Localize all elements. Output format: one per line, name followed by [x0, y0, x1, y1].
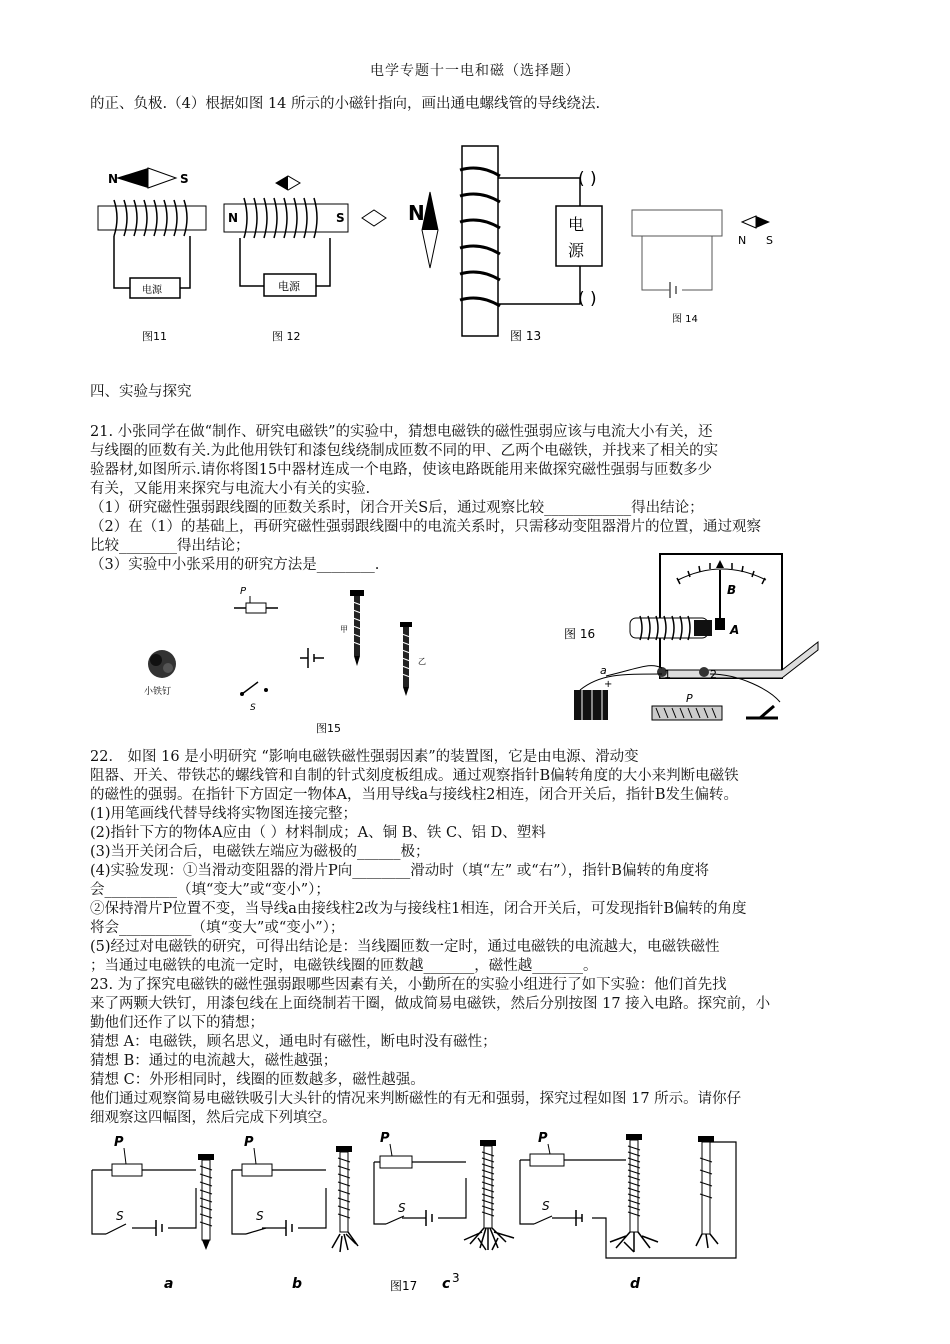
q23-line-8: 细观察这四幅图，然后完成下列填空。 — [90, 1110, 337, 1126]
fig16-switch — [746, 706, 778, 718]
fig17-label-a: a — [164, 1276, 174, 1292]
fig17-circuit-c — [374, 1131, 514, 1250]
fig11-caption: 图11 — [142, 330, 167, 343]
fig13-core — [462, 146, 498, 336]
q22-line-10: 将会__________（填“变大”或“变小”）； — [90, 920, 345, 936]
fig17-circuit-b — [232, 1135, 358, 1252]
q22-line-2: 阻器、开关、带铁芯的螺线管和自制的针式刻度板组成。通过观察指针B偏转角度的大小来判断电磁铁 — [90, 768, 739, 784]
page-number: 3 — [452, 1271, 460, 1285]
q21-line-3: 验器材,如图所示.请你将图15中器材连成一个电路，使该电路既能用来做探究磁性强弱与匝数多少 — [90, 462, 713, 478]
fig12-s-label: S — [336, 211, 345, 225]
fig13-source-a: 电 — [568, 215, 585, 234]
q21-line-5: （1）研究磁性强弱跟线圈的匝数关系时，闭合开关S后，通过观察比较____________得出结论； — [90, 500, 704, 516]
fig17-label-c: c — [442, 1276, 451, 1292]
fig17-c-s-label: S — [398, 1201, 406, 1215]
fig11-n-label: N — [108, 172, 119, 186]
fig17-a-s-label: S — [116, 1209, 124, 1223]
fig11-compass-s — [148, 168, 176, 188]
fig14-s-label: S — [766, 234, 773, 247]
fig11-s-label: S — [180, 172, 189, 186]
fig16-caption: 图 16 — [564, 627, 596, 641]
fig11-diagram — [98, 168, 206, 343]
fig12-n-label: N — [228, 211, 239, 225]
q22-line-3: 的磁性的强弱。在指针下方固定一物体A，当用导线a与接线柱2相连，闭合开关后，指针B发生偏转。 — [90, 787, 738, 803]
q22-line-12: ；当通过电磁铁的电流一定时，电磁铁线圈的匝数越_______，磁性越_______。 — [90, 958, 598, 974]
fig13-source-b: 源 — [568, 241, 585, 260]
fig15-rheostat — [246, 603, 266, 613]
q22-line-4: (1)用笔画线代替导线将实物图连接完整； — [90, 806, 358, 822]
q22-line-9: ②保持滑片P位置不变，当导线a由接线柱2改为与接线柱1相连，闭合开关后，可发现指针B偏转的角度 — [90, 901, 747, 917]
fig12-compass-right — [362, 210, 386, 226]
q22-line-5: (2)指针下方的物体A应由（ ）材料制成；A、铜 B、铁 C、铝 D、塑料 — [90, 825, 546, 841]
fig16-a-label: A — [730, 623, 740, 637]
fig14-n-label: N — [738, 234, 747, 247]
fig13-n-label: N — [408, 201, 425, 225]
fig11-compass-n — [116, 168, 148, 188]
fig14-compass-n — [742, 216, 756, 228]
q21-line-4: 有关，又能用来探究与电流大小有关的实验. — [90, 481, 371, 497]
fig17-b-p-label: P — [244, 1135, 254, 1150]
page-header: 电学专题十一电和磁（选择题） — [370, 63, 580, 79]
fig17-d-s-label: S — [542, 1199, 550, 1213]
q23-line-5: 猜想 B：通过的电流越大，磁性越强； — [90, 1053, 338, 1069]
fig16-t1-label: 1 — [664, 668, 671, 681]
fig15-nail-yi — [400, 622, 412, 696]
fig15-p-label: P — [240, 586, 247, 597]
fig13-paren-bottom: ( ) — [578, 289, 597, 309]
fig17-c-p-label: P — [380, 1131, 390, 1146]
fig15-caption: 图15 — [316, 722, 341, 735]
fig17-b-pins — [332, 1232, 358, 1252]
fig17-label-d: d — [630, 1276, 641, 1292]
q21-line-1: 21. 小张同学在做“制作、研究电磁铁”的实验中，猜想电磁铁的磁性强弱应该与电流大小有关，还 — [90, 424, 713, 440]
fig17-label-b: b — [292, 1276, 303, 1292]
fig13-diagram — [408, 146, 602, 343]
fig16-wire-a-label: a — [600, 664, 607, 677]
q21-line-7: 比较________得出结论； — [90, 538, 250, 554]
fig14-caption: 图 14 — [672, 314, 698, 325]
fig15-s-label: S — [250, 703, 256, 713]
fig15-battery — [300, 648, 324, 668]
q23-line-1: 23. 为了探究电磁铁的磁性强弱跟哪些因素有关，小勤所在的实验小组进行了如下实验：他们首先找 — [90, 977, 727, 993]
q22-line-7: (4)实验发现：①当滑动变阻器的滑片P向________滑动时（填“左” 或“右”），指针B偏转的角度将 — [90, 863, 709, 879]
fig17-d-p-label: P — [538, 1131, 548, 1146]
fig17-diagram — [86, 1128, 766, 1304]
fig16-battery — [574, 690, 608, 720]
fig16-b-label: B — [727, 583, 737, 597]
q21-line-2: 与线圈的匝数有关.为此他用铁钉和漆包线绕制成匝数不同的甲、乙两个电磁铁，并找来了相关的实 — [90, 443, 719, 459]
q23-line-3: 勤他们还作了以下的猜想； — [90, 1015, 264, 1031]
fig14-wire — [642, 236, 712, 290]
fig13-paren-top: ( ) — [578, 169, 597, 189]
fig17-b-s-label: S — [256, 1209, 264, 1223]
fig14-compass-s — [756, 216, 770, 228]
fig16-t2-label: 2 — [710, 668, 717, 681]
fig17-d-pins-right — [696, 1234, 718, 1248]
fig15-nail-jia — [350, 590, 364, 666]
q22-line-8: 会__________（填“变大”或“变小”）； — [90, 882, 330, 898]
fig16-plus: + — [604, 679, 613, 690]
fig17-c-pins — [464, 1228, 514, 1250]
fig17-circuit-a — [92, 1135, 214, 1250]
q22-line-11: (5)经过对电磁铁的研究，可得出结论是：当线圈匝数一定时，通过电磁铁的电流越大，电磁铁磁性 — [90, 939, 720, 955]
fig14-battery — [670, 282, 676, 298]
fig17-caption: 图17 — [390, 1279, 418, 1293]
q21-line-8: （3）实验中小张采用的研究方法是________. — [90, 557, 380, 573]
q22-line-6: (3)当开关闭合后，电磁铁左端应为磁极的______极； — [90, 844, 430, 860]
fig11-source-label: 电源 — [142, 285, 162, 296]
fig12-source-label: 电源 — [278, 280, 300, 293]
fig17-a-p-label: P — [114, 1135, 124, 1150]
fig15-nails-pile — [148, 650, 176, 678]
fig14-solenoid — [632, 210, 722, 236]
fig15-jia-label: 甲 — [340, 625, 348, 634]
fig17-d-pins-left — [610, 1232, 658, 1252]
fig16-diagram — [560, 550, 820, 735]
fig15-switch — [242, 682, 258, 694]
intro-line: 的正、负极.（4）根据如图 14 所示的小磁针指向，画出通电螺线管的导线绕法. — [90, 96, 601, 112]
fig12-diagram — [224, 176, 386, 343]
fig15-nails-label: 小铁钉 — [144, 687, 172, 697]
q23-line-6: 猜想 C：外形相同时，线圈的匝数越多，磁性越强。 — [90, 1072, 425, 1088]
q23-line-7: 他们通过观察简易电磁铁吸引大头针的情况来判断磁性的有无和强弱，探究过程如图 17 所示。请你仔 — [90, 1091, 742, 1107]
fig11-solenoid-core — [98, 206, 206, 230]
fig13-caption: 图 13 — [510, 329, 542, 343]
fig16-terminal-2 — [699, 667, 709, 677]
q23-line-4: 猜想 A：电磁铁，顾名思义，通电时有磁性，断电时没有磁性； — [90, 1034, 497, 1050]
fig17-circuit-d — [520, 1131, 736, 1258]
fig16-p-label: P — [686, 692, 693, 705]
fig14-diagram — [632, 210, 773, 325]
fig16-object-a — [715, 618, 725, 630]
figures-11-14 — [90, 140, 810, 350]
q23-line-2: 来了两颗大铁钉，用漆包线在上面绕制若干圈，做成简易电磁铁，然后分别按图 17 接入电路。探究前，小 — [90, 996, 771, 1012]
q22-line-1: 22． 如图 16 是小明研究 “影响电磁铁磁性强弱因素”的装置图，它是由电源、滑动变 — [90, 749, 639, 765]
fig15-diagram — [134, 582, 424, 742]
fig16-rheostat — [652, 706, 722, 720]
fig15-yi-label: 乙 — [418, 657, 426, 666]
section-title: 四、实验与探究 — [90, 384, 192, 400]
fig12-caption: 图 12 — [272, 330, 301, 343]
q21-line-6: （2）在（1）的基础上，再研究磁性强弱跟线圈中的电流关系时，只需移动变阻器滑片的位置，通过观察 — [90, 519, 761, 535]
